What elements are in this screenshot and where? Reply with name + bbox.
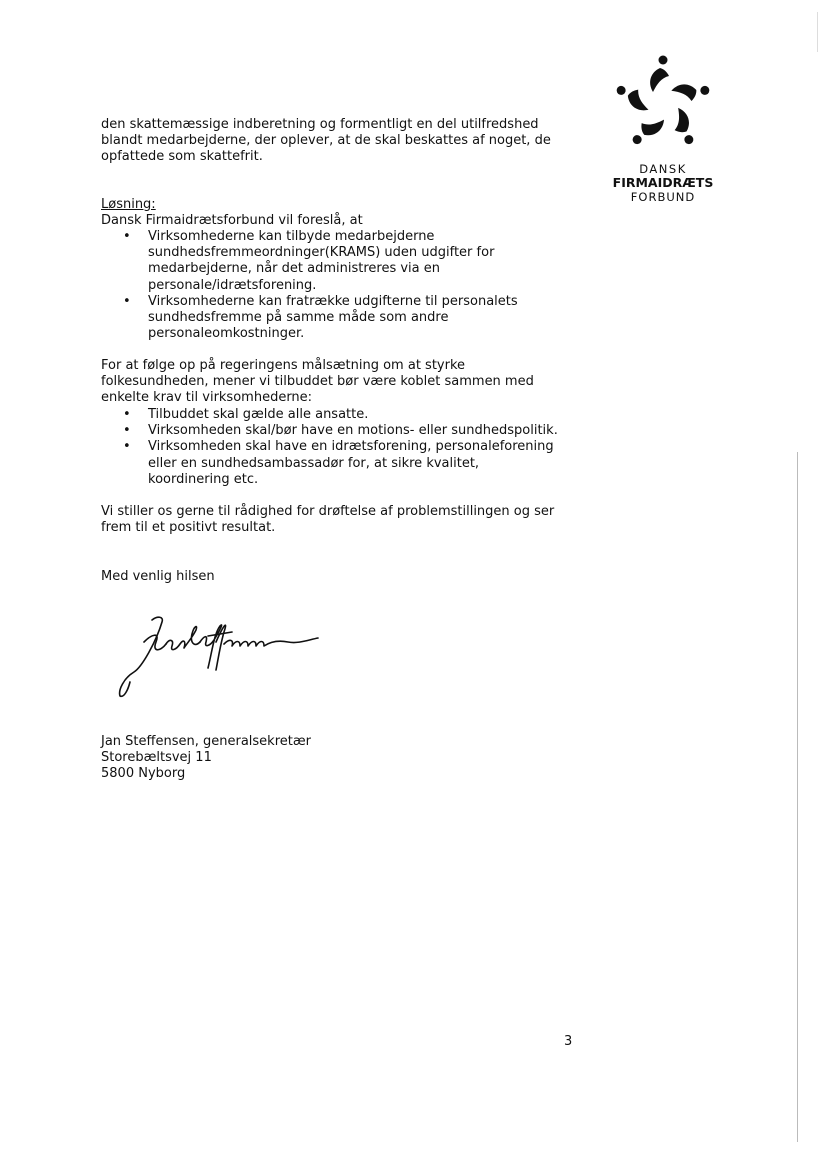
sender-name-title: Jan Steffensen, generalsekretær — [101, 734, 311, 749]
followup-paragraph — [101, 358, 534, 407]
text-line: personale/idrætsforening. — [148, 277, 317, 293]
requirement-bullet-list — [101, 407, 558, 488]
solution-bullet-list — [101, 229, 518, 342]
star-of-figures-icon — [608, 44, 718, 154]
solution-heading: Løsning: — [101, 197, 156, 212]
text-line: • Virksomheden skal have en idrætsforening, personaleforening — [148, 439, 554, 455]
logo-line-dansk: DANSK — [639, 162, 687, 176]
list-item — [101, 229, 518, 294]
list-item — [101, 294, 518, 343]
text-line: • Virksomhederne kan tilbyde medarbejderne — [148, 229, 435, 244]
text-line: Vi stiller os gerne til rådighed for drøftelse af problemstillingen og ser — [101, 504, 555, 519]
text-line: den skattemæssige indberetning og formentligt en del utilfredshed — [101, 117, 539, 132]
list-item — [101, 423, 558, 439]
text-line: For at følge op på regeringens målsætning om at styrke — [101, 358, 466, 373]
text-line: folkesundheden, mener vi tilbuddet bør være koblet sammen med — [101, 374, 534, 390]
text-line: opfattede som skattefrit. — [101, 149, 263, 165]
text-line: eller en sundhedsambassadør for, at sikre kvalitet, — [148, 455, 480, 471]
text-line: enkelte krav til virksomhederne: — [101, 390, 313, 406]
solution-section — [101, 197, 363, 229]
text-line: sundhedsfremmeordninger(KRAMS) uden udgifter for — [148, 245, 495, 261]
sender-city: 5800 Nyborg — [101, 766, 186, 782]
scan-edge-line — [797, 452, 798, 1142]
sender-street: Storebæltsvej 11 — [101, 750, 212, 766]
greeting: Med venlig hilsen — [101, 569, 215, 584]
text-line: • Virksomhederne kan fratrække udgifterne til personalets — [148, 293, 518, 309]
text-line: koordinering etc. — [148, 471, 259, 487]
text-line: medarbejderne, når det administreres via en — [148, 261, 440, 277]
solution-intro: Dansk Firmaidrætsforbund vil foreslå, at — [101, 213, 363, 229]
text-line: • Tilbuddet skal gælde alle ansatte. — [148, 407, 369, 422]
text-line: blandt medarbejderne, der oplever, at de skal beskattes af noget, de — [101, 133, 551, 149]
text-line: • Virksomheden skal/bør have en motions- eller sundhedspolitik. — [148, 423, 558, 439]
page-number: 3 — [564, 1034, 573, 1049]
signature — [112, 612, 342, 702]
closing-paragraph — [101, 504, 554, 536]
sender-block — [101, 734, 311, 783]
logo-line-firmaidraets: FIRMAIDRÆTS — [612, 175, 714, 190]
logo-line-forbund: FORBUND — [630, 190, 696, 204]
text-line: sundhedsfremme på samme måde som andre — [148, 310, 449, 326]
text-line: frem til et positivt resultat. — [101, 520, 276, 536]
list-item — [101, 407, 558, 423]
scan-edge-line — [817, 12, 818, 52]
list-item — [101, 439, 558, 488]
text-line: personaleomkostninger. — [148, 326, 305, 342]
intro-paragraph — [101, 117, 551, 166]
